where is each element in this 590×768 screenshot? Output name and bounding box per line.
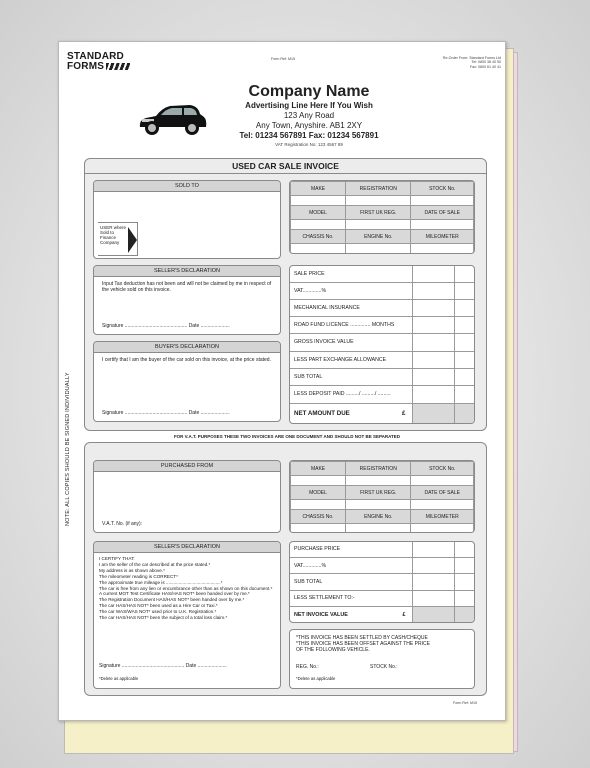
buyer-declaration-box[interactable]: BUYER'S DECLARATION I certify that I am the buyer of the car sold on this invoice, at the price stated. Signature ............................................. Date ..................... <box>93 341 281 422</box>
vehicle-details-grid-purchase[interactable]: MAKE REGISTRATION STOCK No. MODEL FIRST UK REG. DATE OF SALE CHASSIS No. ENGINE No. MILEOMETER <box>289 460 475 533</box>
company-header: Company Name Advertising Line Here If You Wish 123 Any Road Any Town, Anyshire. AB1 2XY Tel: 01234 567891 Fax: 01234 567891 VAT Registration No: 123 4567 89 <box>209 83 409 149</box>
company-name: Company Name <box>248 83 370 100</box>
form-ref-top: Form Ref: M15 <box>271 57 295 61</box>
certify-list: I CERTIFY THAT: I am the seller of the car described at the price stated.* My address is as shown above.* The mileometer reading is CORRECT* The approximate true mileage is ...........................................* The car is free from any lien or encumbrance other than as shown on this document.* A current MOT Test Certificate HAS/HAS NOT* been handed over by me.* The Registration Document HAS/HAS NOT* been handed over by me.* The car HAS/HAS NOT* been used as a Hire Car or Taxi.* The car WAS/WAS NOT* used prior to U.K. Registration.* The car HAS/HAS NOT* been the subject of a total loss claim.* <box>99 556 273 621</box>
purchased-from-box[interactable]: PURCHASED FROM V.A.T. No. (if any): <box>93 460 281 533</box>
seller-declaration-box[interactable]: SELLER'S DECLARATION Input Tax deduction has not been and will not be claimed by me in respect of the vehicle sold on this invoice. Signature ............................................. Date ..................... <box>93 265 281 335</box>
invoice-form-sheet <box>58 41 506 721</box>
user-note-tag: USER where Sold to Finance Company <box>98 222 138 256</box>
invoice-title: USED CAR SALE INVOICE <box>85 159 486 174</box>
car-icon <box>136 100 208 140</box>
signature-line[interactable]: Signature ............................................. Date ..................... <box>102 410 230 416</box>
purchase-price-table[interactable]: PURCHASE PRICE VAT.............% SUB TOTAL LESS SETTLEMENT TO:- NET INVOICE VALUE £ <box>289 541 475 623</box>
purchase-seller-declaration-box[interactable]: SELLER'S DECLARATION I CERTIFY THAT: I am the seller of the car described at the price stated.* My address is as shown above.* The mileometer reading is CORRECT* The approximate true mileage is ...........................................* The car is free from any lien or encumbrance other than as shown on this document.* A current MOT Test Certificate HAS/HAS NOT* been handed over by me.* The Registration Document HAS/HAS NOT* been handed over by me.* The car HAS/HAS NOT* been used as a Hire Car or Taxi.* The car WAS/WAS NOT* used prior to U.K. Registration.* The car HAS/HAS NOT* been the subject of a total loss claim.* Signature ............................................. Date ..................... *Delete as applicable <box>93 541 281 689</box>
logo-stripes-icon <box>106 63 130 70</box>
settlement-box[interactable]: *THIS INVOICE HAS BEEN SETTLED BY CASH/CHEQUE *THIS INVOICE HAS BEEN OFFSET AGAINST THE PRICE OF THE FOLLOWING VEHICLE. REG. No.: STOCK No.: *Delete as applicable <box>289 629 475 689</box>
reorder-info: Re-Order From: Standard Forms Ltd Tel: 0800 38 40 50 Fax: 0800 61 40 41 <box>442 56 501 69</box>
net-invoice-label: NET INVOICE VALUE <box>294 611 348 618</box>
purchase-invoice-panel <box>84 442 487 696</box>
sale-invoice-panel <box>84 158 487 431</box>
price-breakdown-table[interactable]: SALE PRICE VAT.............% MECHANICAL INSURANCE ROAD FUND LICENCE .............. MONTHS GROSS INVOICE VALUE LESS PART EXCHANGE ALLOWANCE SUB TOTAL LESS DEPOSIT PAID ........./ ........./ ......... NET AMOUNT DUE £ <box>289 265 475 424</box>
signing-side-note: NOTE: ALL COPIES SHOULD BE SIGNED INDIVIDUALLY <box>65 372 71 526</box>
arrow-right-icon <box>128 227 137 253</box>
vehicle-details-grid[interactable]: MAKE REGISTRATION STOCK No. MODEL FIRST UK REG. DATE OF SALE CHASSIS No. ENGINE No. MILEOMETER <box>289 180 475 254</box>
standard-forms-logo: STANDARD FORMS <box>67 52 130 72</box>
form-ref-bottom: Form Ref: M15 <box>453 701 477 705</box>
sold-to-box[interactable]: SOLD TO USER where Sold to Finance Company <box>93 180 281 259</box>
signature-line[interactable]: Signature ............................................. Date ..................... <box>99 663 227 669</box>
vat-separator-note: FOR V.A.T. PURPOSES THESE TWO INVOICES ARE ONE DOCUMENT AND SHOULD NOT BE SEPARATED <box>173 434 401 439</box>
signature-line[interactable]: Signature ............................................. Date ..................... <box>102 323 230 329</box>
net-amount-label: NET AMOUNT DUE <box>294 409 350 417</box>
